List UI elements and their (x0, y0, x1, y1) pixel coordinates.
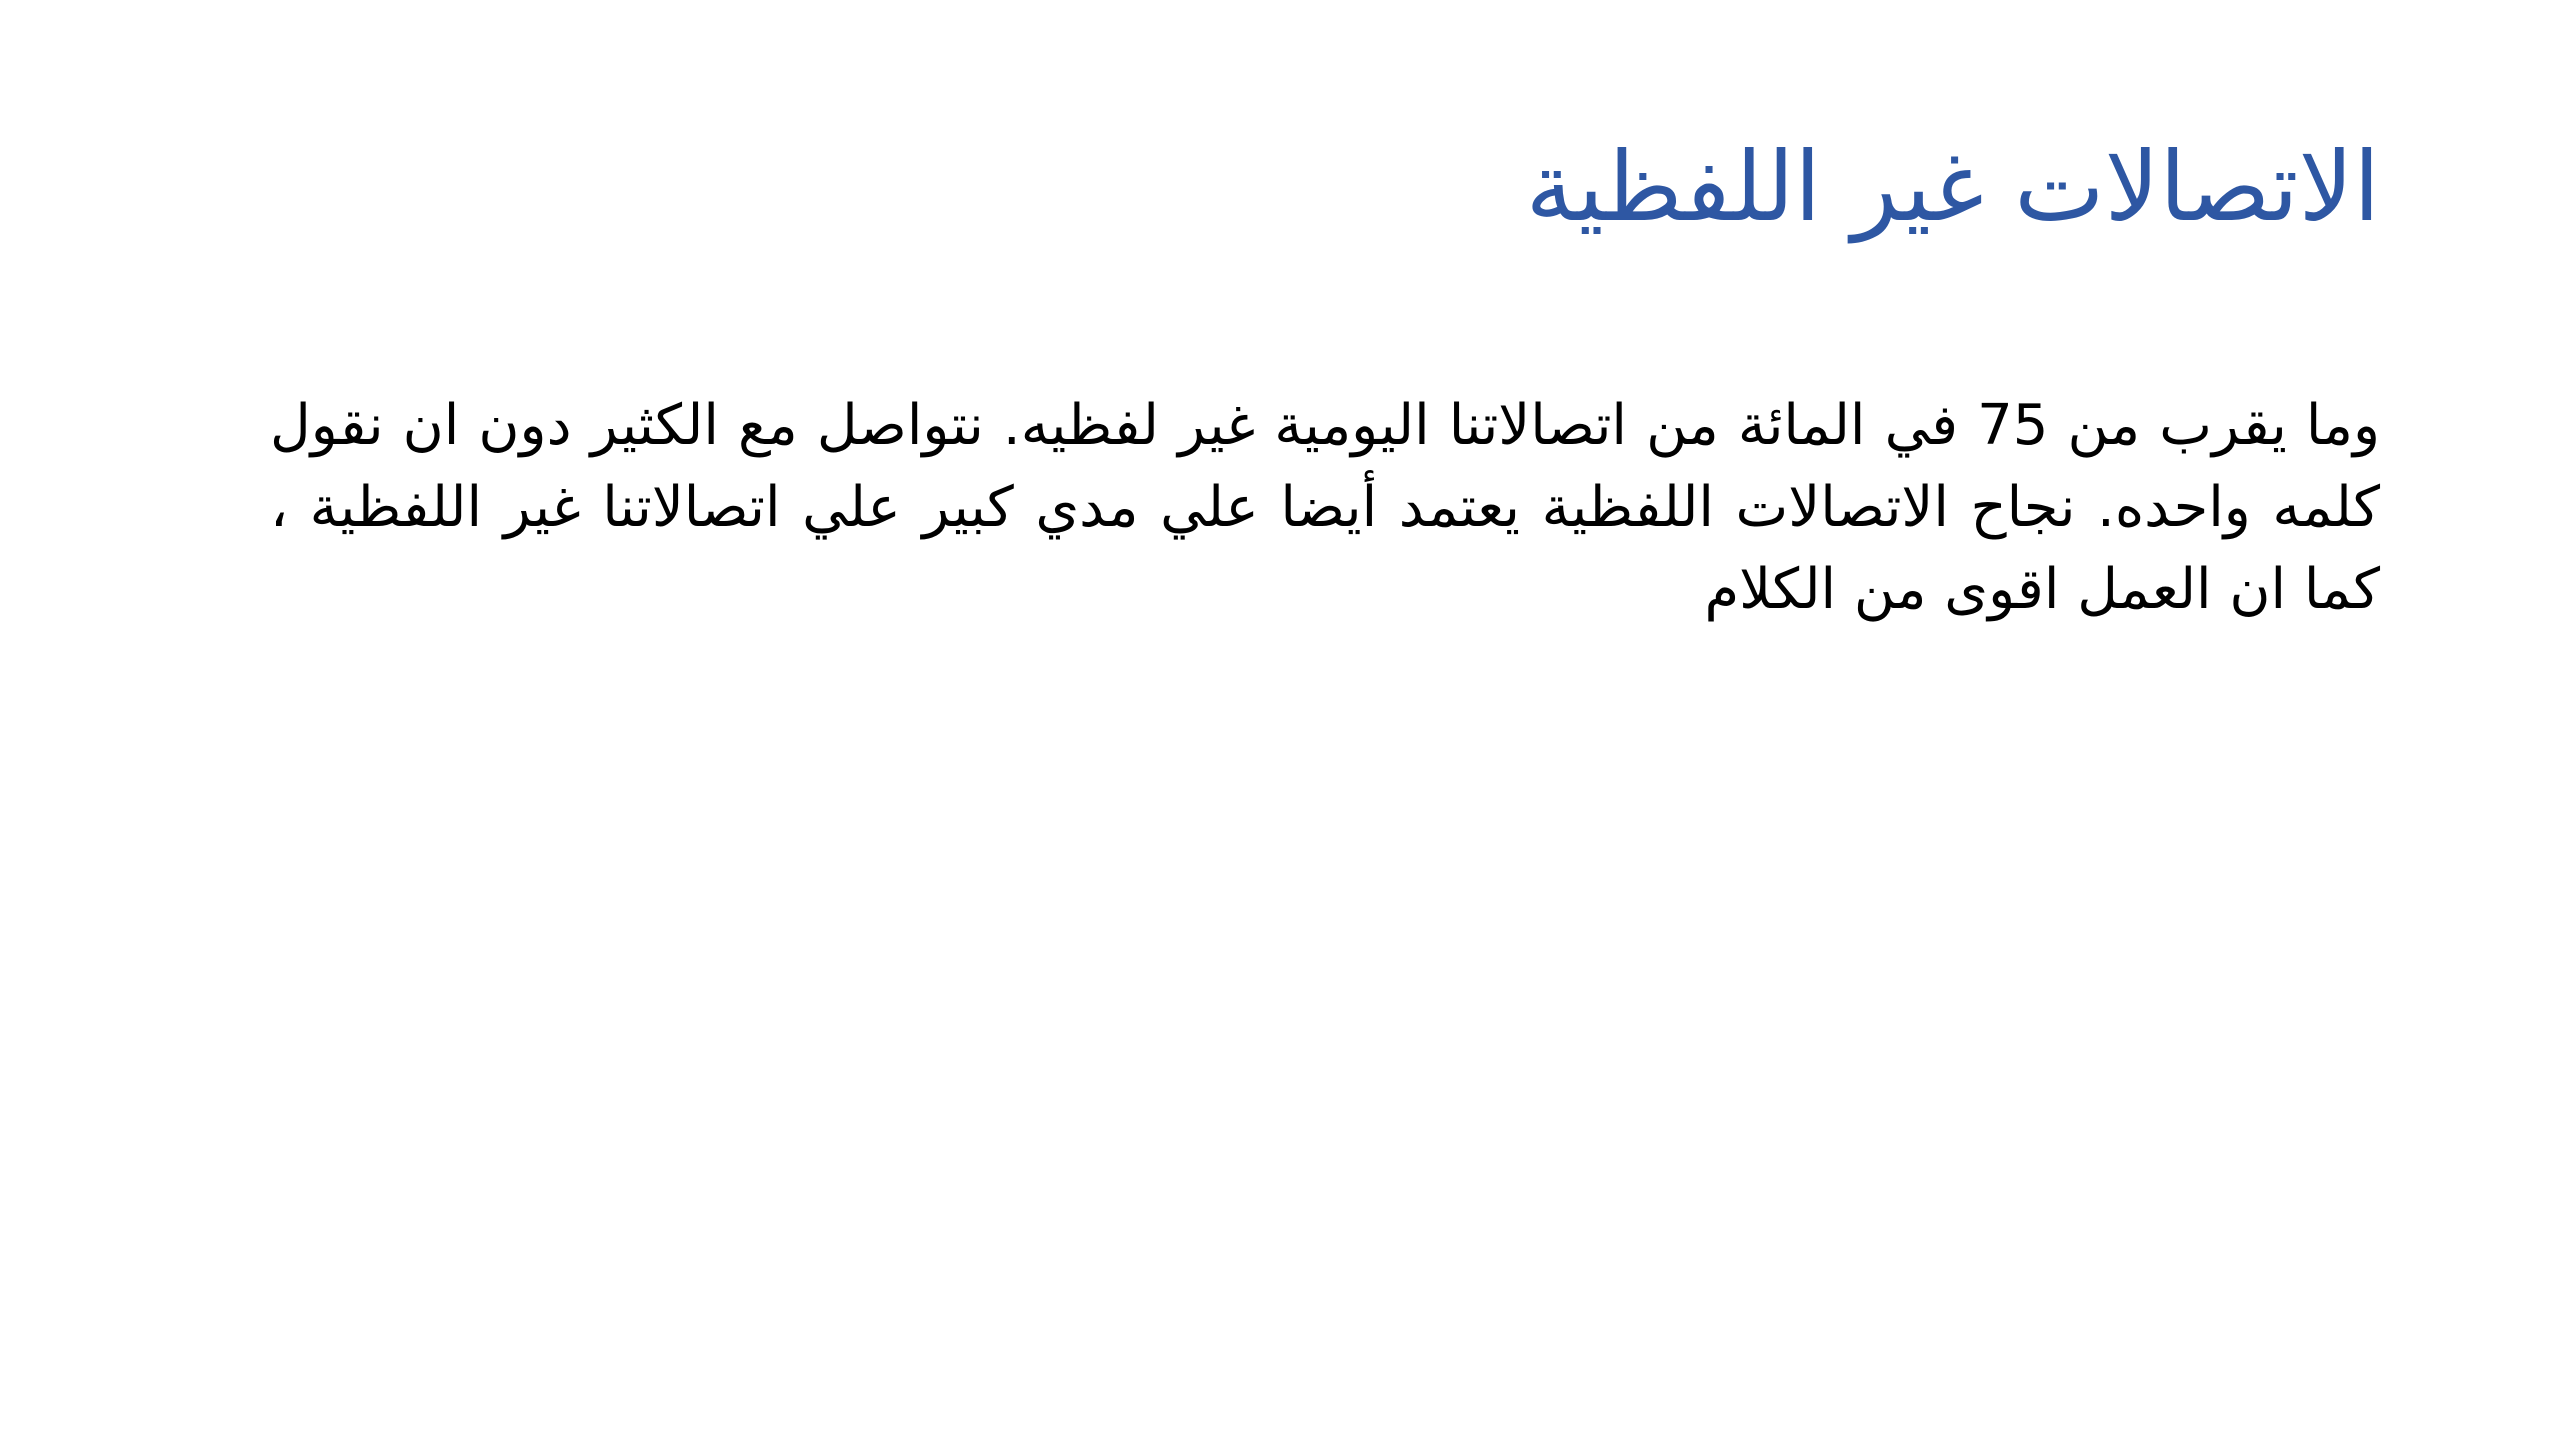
slide-body-text: وما يقرب من 75 في المائة من اتصالاتنا اليومية غير لفظيه. نتواصل مع الكثير دون ان نقول كلمه واحده. نجاح الاتصالات اللفظية يعتمد أيضا علي مدي كبير علي اتصالاتنا غير اللفظية ، كما ان العمل اقوى من الكلام (270, 393, 2380, 622)
slide-title: الاتصالات غير اللفظية (1525, 131, 2380, 243)
